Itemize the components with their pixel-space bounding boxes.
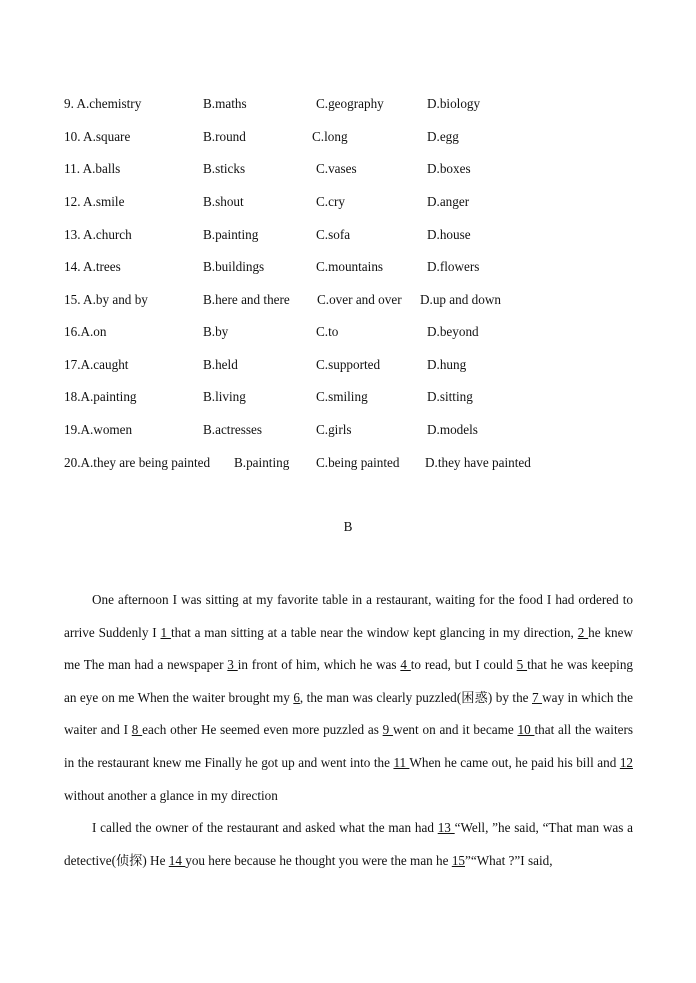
passage-text: in front of him, which he was [237,657,401,673]
option-c: C.over and over [317,292,402,307]
reading-passage [64,584,633,877]
option-b: B.sticks [203,161,246,176]
passage-text: way in which the waiter and I [64,689,633,738]
paragraph-1 [64,584,633,812]
option-c: C.vases [316,161,357,176]
option-d: D.boxes [427,161,471,176]
option-b: B.actresses [203,422,262,437]
option-a: 19.A.women [64,422,133,437]
question-row [0,455,696,473]
blank-number: 3 [227,657,238,673]
option-a: 20.A.they are being painted [64,455,211,470]
blank-number: 4 [400,657,411,673]
question-row [0,96,696,114]
option-c: C.sofa [316,227,351,242]
option-c: C.smiling [316,389,368,404]
option-c: C.cry [316,194,345,209]
option-a: 17.A.caught [64,357,129,372]
option-d: D.biology [427,96,481,111]
passage-text: I called the owner of the restaurant and asked what the man had [92,820,438,836]
option-d: D.sitting [427,389,473,404]
option-a: 14. A.trees [64,259,121,274]
passage-text: that he was keeping an eye on me When the waiter brought my [64,657,634,705]
question-row [0,129,696,147]
question-row [0,194,696,212]
option-a: 13. A.church [64,227,132,242]
option-a: 9. A.chemistry [64,96,142,111]
passage-text: , the man was clearly puzzled(困惑) by the [299,689,532,705]
blank-number: 11 [393,754,410,770]
passage-text: ”“What ?”I said, [465,852,553,868]
paragraph-2 [64,812,633,877]
option-c: C.to [316,324,339,339]
blank-number: 15 [451,852,465,868]
option-a: 15. A.by and by [64,292,148,307]
blank-number: 12 [619,754,633,770]
question-row [0,324,696,342]
option-a: 10. A.square [64,129,131,144]
option-a: 12. A.smile [64,194,125,209]
blank-number: 5 [516,657,528,673]
blank-number: 14 [168,852,186,868]
question-row [0,227,696,245]
option-d: D.beyond [427,324,479,339]
option-d: D.egg [427,129,459,144]
option-d: D.hung [427,357,467,372]
question-row [0,389,696,407]
option-d: D.models [427,422,478,437]
passage-text: each other He seemed even more puzzled as [142,722,383,738]
option-b: B.painting [234,455,290,470]
option-b: B.by [203,324,229,339]
passage-text: One afternoon I was sitting at my favorite table in a restaurant, waiting for the food I had ordered to arrive Suddenly I [64,592,633,640]
blank-number: 13 [437,820,455,836]
question-row [0,357,696,375]
option-b: B.living [203,389,246,404]
option-c: C.geography [316,96,384,111]
question-row [0,259,696,277]
option-c: C.long [312,129,348,144]
section-heading: B [343,519,353,534]
question-row [0,422,696,440]
passage-text: When he came out, he paid his bill and [409,754,620,770]
option-b: B.round [203,129,246,144]
option-b: B.maths [203,96,247,111]
question-row [0,292,696,310]
passage-text: went on and it became [393,722,518,738]
option-b: B.shout [203,194,244,209]
option-c: C.supported [316,357,381,372]
passage-text: that a man sitting at a table near the window kept glancing in my direction, [170,624,578,640]
option-b: B.buildings [203,259,265,274]
option-a: 16.A.on [64,324,107,339]
option-c: C.mountains [316,259,384,274]
option-c: C.girls [316,422,352,437]
option-d: D.they have painted [425,455,531,470]
question-row [0,161,696,179]
blank-number: 6 [293,689,300,705]
option-d: D.house [427,227,471,242]
passage-text: without another a glance in my direction [64,787,278,803]
option-a: 11. A.balls [64,161,121,176]
option-d: D.anger [427,194,470,209]
passage-text: to read, but I could [410,657,517,673]
blank-number: 10 [517,722,535,738]
option-b: B.painting [203,227,259,242]
passage-text: that all the waiters in the restaurant knew me Finally he got up and went into the [64,722,633,770]
option-b: B.held [203,357,238,372]
option-d: D.up and down [420,292,501,307]
blank-number: 7 [532,689,543,705]
passage-text: he knew me The man had a newspaper [64,624,634,673]
blank-number: 8 [131,722,143,738]
option-a: 18.A.painting [64,389,137,404]
blank-number: 9 [382,722,394,738]
option-d: D.flowers [427,259,480,274]
blank-number: 2 [577,624,589,640]
option-c: C.being painted [316,455,400,470]
option-b: B.here and there [203,292,290,307]
blank-number: 1 [160,624,171,640]
passage-text: “Well, ”he said, “That man was a detective(侦探) He [64,820,633,868]
passage-text: you here because he thought you were the man he [185,852,452,868]
